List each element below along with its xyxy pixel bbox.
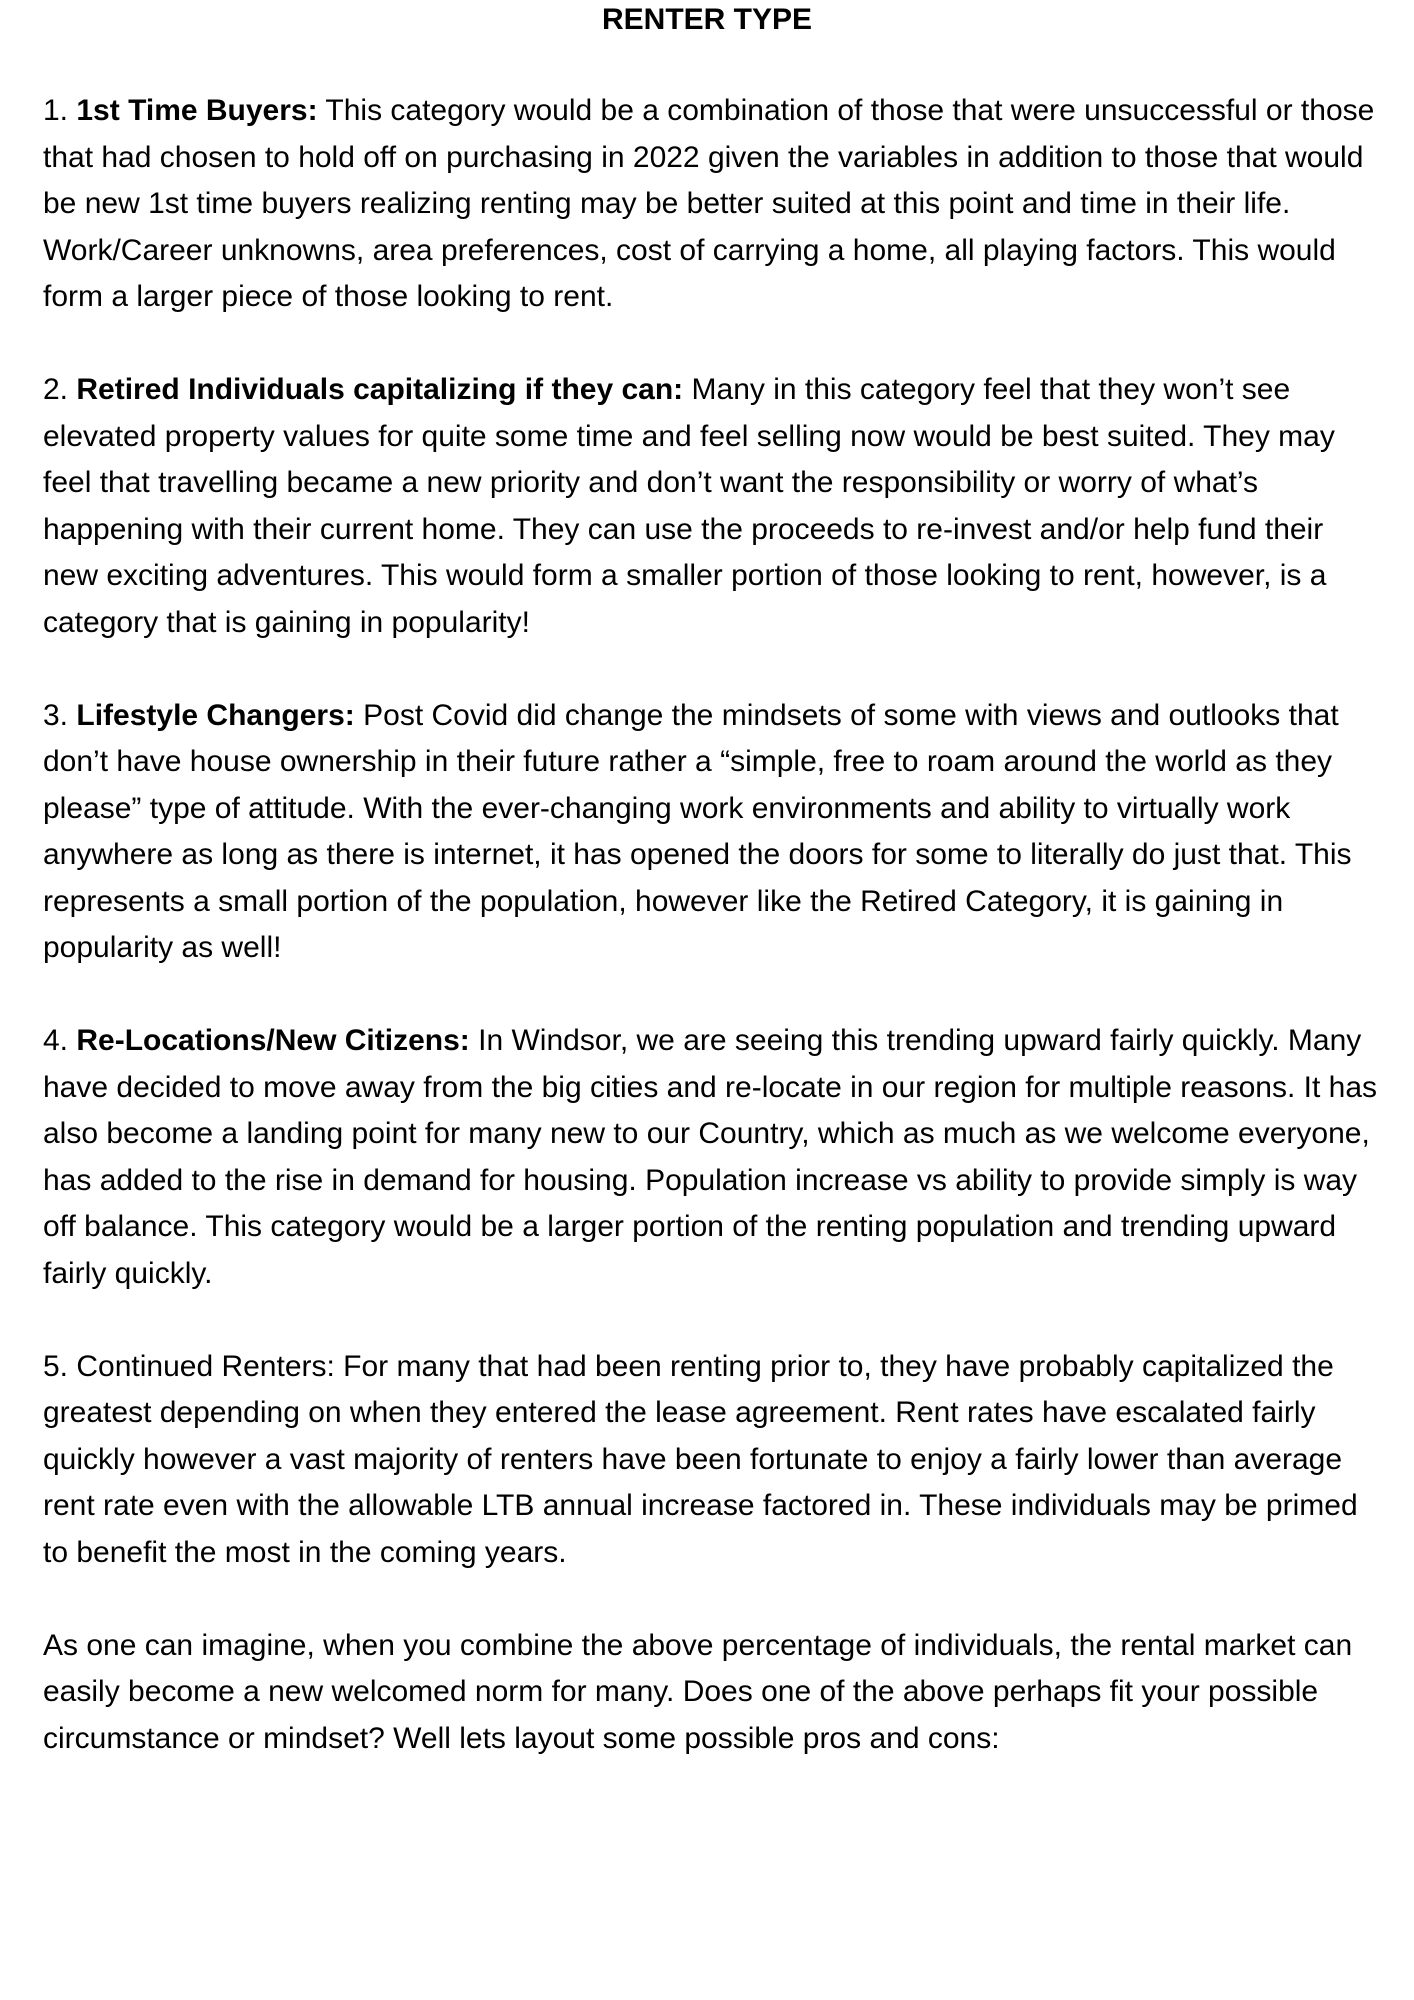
item-heading: Lifestyle Changers: bbox=[76, 698, 355, 732]
renter-type-item-3 bbox=[43, 693, 1383, 972]
item-heading: Retired Individuals capitalizing if they can: bbox=[76, 373, 684, 406]
item-number: 1. bbox=[43, 94, 69, 127]
item-body: Post Covid did change the mindsets of some with views and outlooks that don’t have house ownership in their future rather a “simple, free to roam around the world as they please” type of attitude. With the ever-changing work environments and ability to virtually work anywhere as long as there is internet, it has opened the doors for some to literally do just that. This represents a small portion of the population, however like the Retired Category, it is gaining in popularity as well! bbox=[43, 698, 1352, 964]
item-heading: Re-Locations/New Citizens: bbox=[76, 1024, 470, 1057]
document-body bbox=[43, 88, 1383, 1762]
item-body: In Windsor, we are seeing this trending upward fairly quickly. Many have decided to move away from the big cities and re-locate in our region for multiple reasons. It has also become a landing point for many new to our Country, which as much as we welcome everyone, has added to the rise in demand for housing. Population increase vs ability to provide simply is way off balance. This category would be a larger portion of the renting population and trending upward fairly quickly. bbox=[43, 1024, 1378, 1290]
item-number: 2. bbox=[43, 373, 69, 406]
item-body: Many in this category feel that they won’t see elevated property values for quite some time and feel selling now would be best suited. They may feel that travelling became a new priority and don’t want the responsibility or worry of what’s happening with their current home. They can use the proceeds to re-invest and/or help fund their new exciting adventures. This would form a smaller portion of those looking to rent, however, is a category that is gaining in popularity! bbox=[43, 373, 1335, 639]
renter-type-item-2 bbox=[43, 367, 1383, 646]
item-number: 3. bbox=[43, 698, 69, 732]
renter-type-item-5: 5. Continued Renters: For many that had been renting prior to, they have probably capitalized the greatest depending on when they entered the lease agreement. Rent rates have escalated fairly quickly however a vast majority of renters have been fortunate to enjoy a fairly lower than average rent rate even with the allowable LTB annual increase factored in. These individuals may be primed to benefit the most in the coming years. bbox=[43, 1349, 1358, 1569]
item-heading: 1st Time Buyers: bbox=[76, 94, 318, 127]
renter-type-item-1 bbox=[43, 88, 1383, 321]
item-number: 4. bbox=[43, 1024, 69, 1057]
renter-type-item-4 bbox=[43, 1018, 1383, 1297]
item-body: This category would be a combination of those that were unsuccessful or those that had chosen to hold off on purchasing in 2022 given the variables in addition to those that would be new 1st time buyers realizing renting may be better suited at this point and time in their life. Work/Career unknowns, area preferences, cost of carrying a home, all playing factors. This would form a larger piece of those looking to rent. bbox=[43, 94, 1375, 313]
closing-paragraph: As one can imagine, when you combine the above percentage of individuals, the rental market can easily become a new welcomed norm for many. Does one of the above perhaps fit your possible circumstance or mindset? Well lets layout some possible pros and cons: bbox=[43, 1628, 1353, 1755]
page-title: RENTER TYPE bbox=[601, 3, 813, 36]
